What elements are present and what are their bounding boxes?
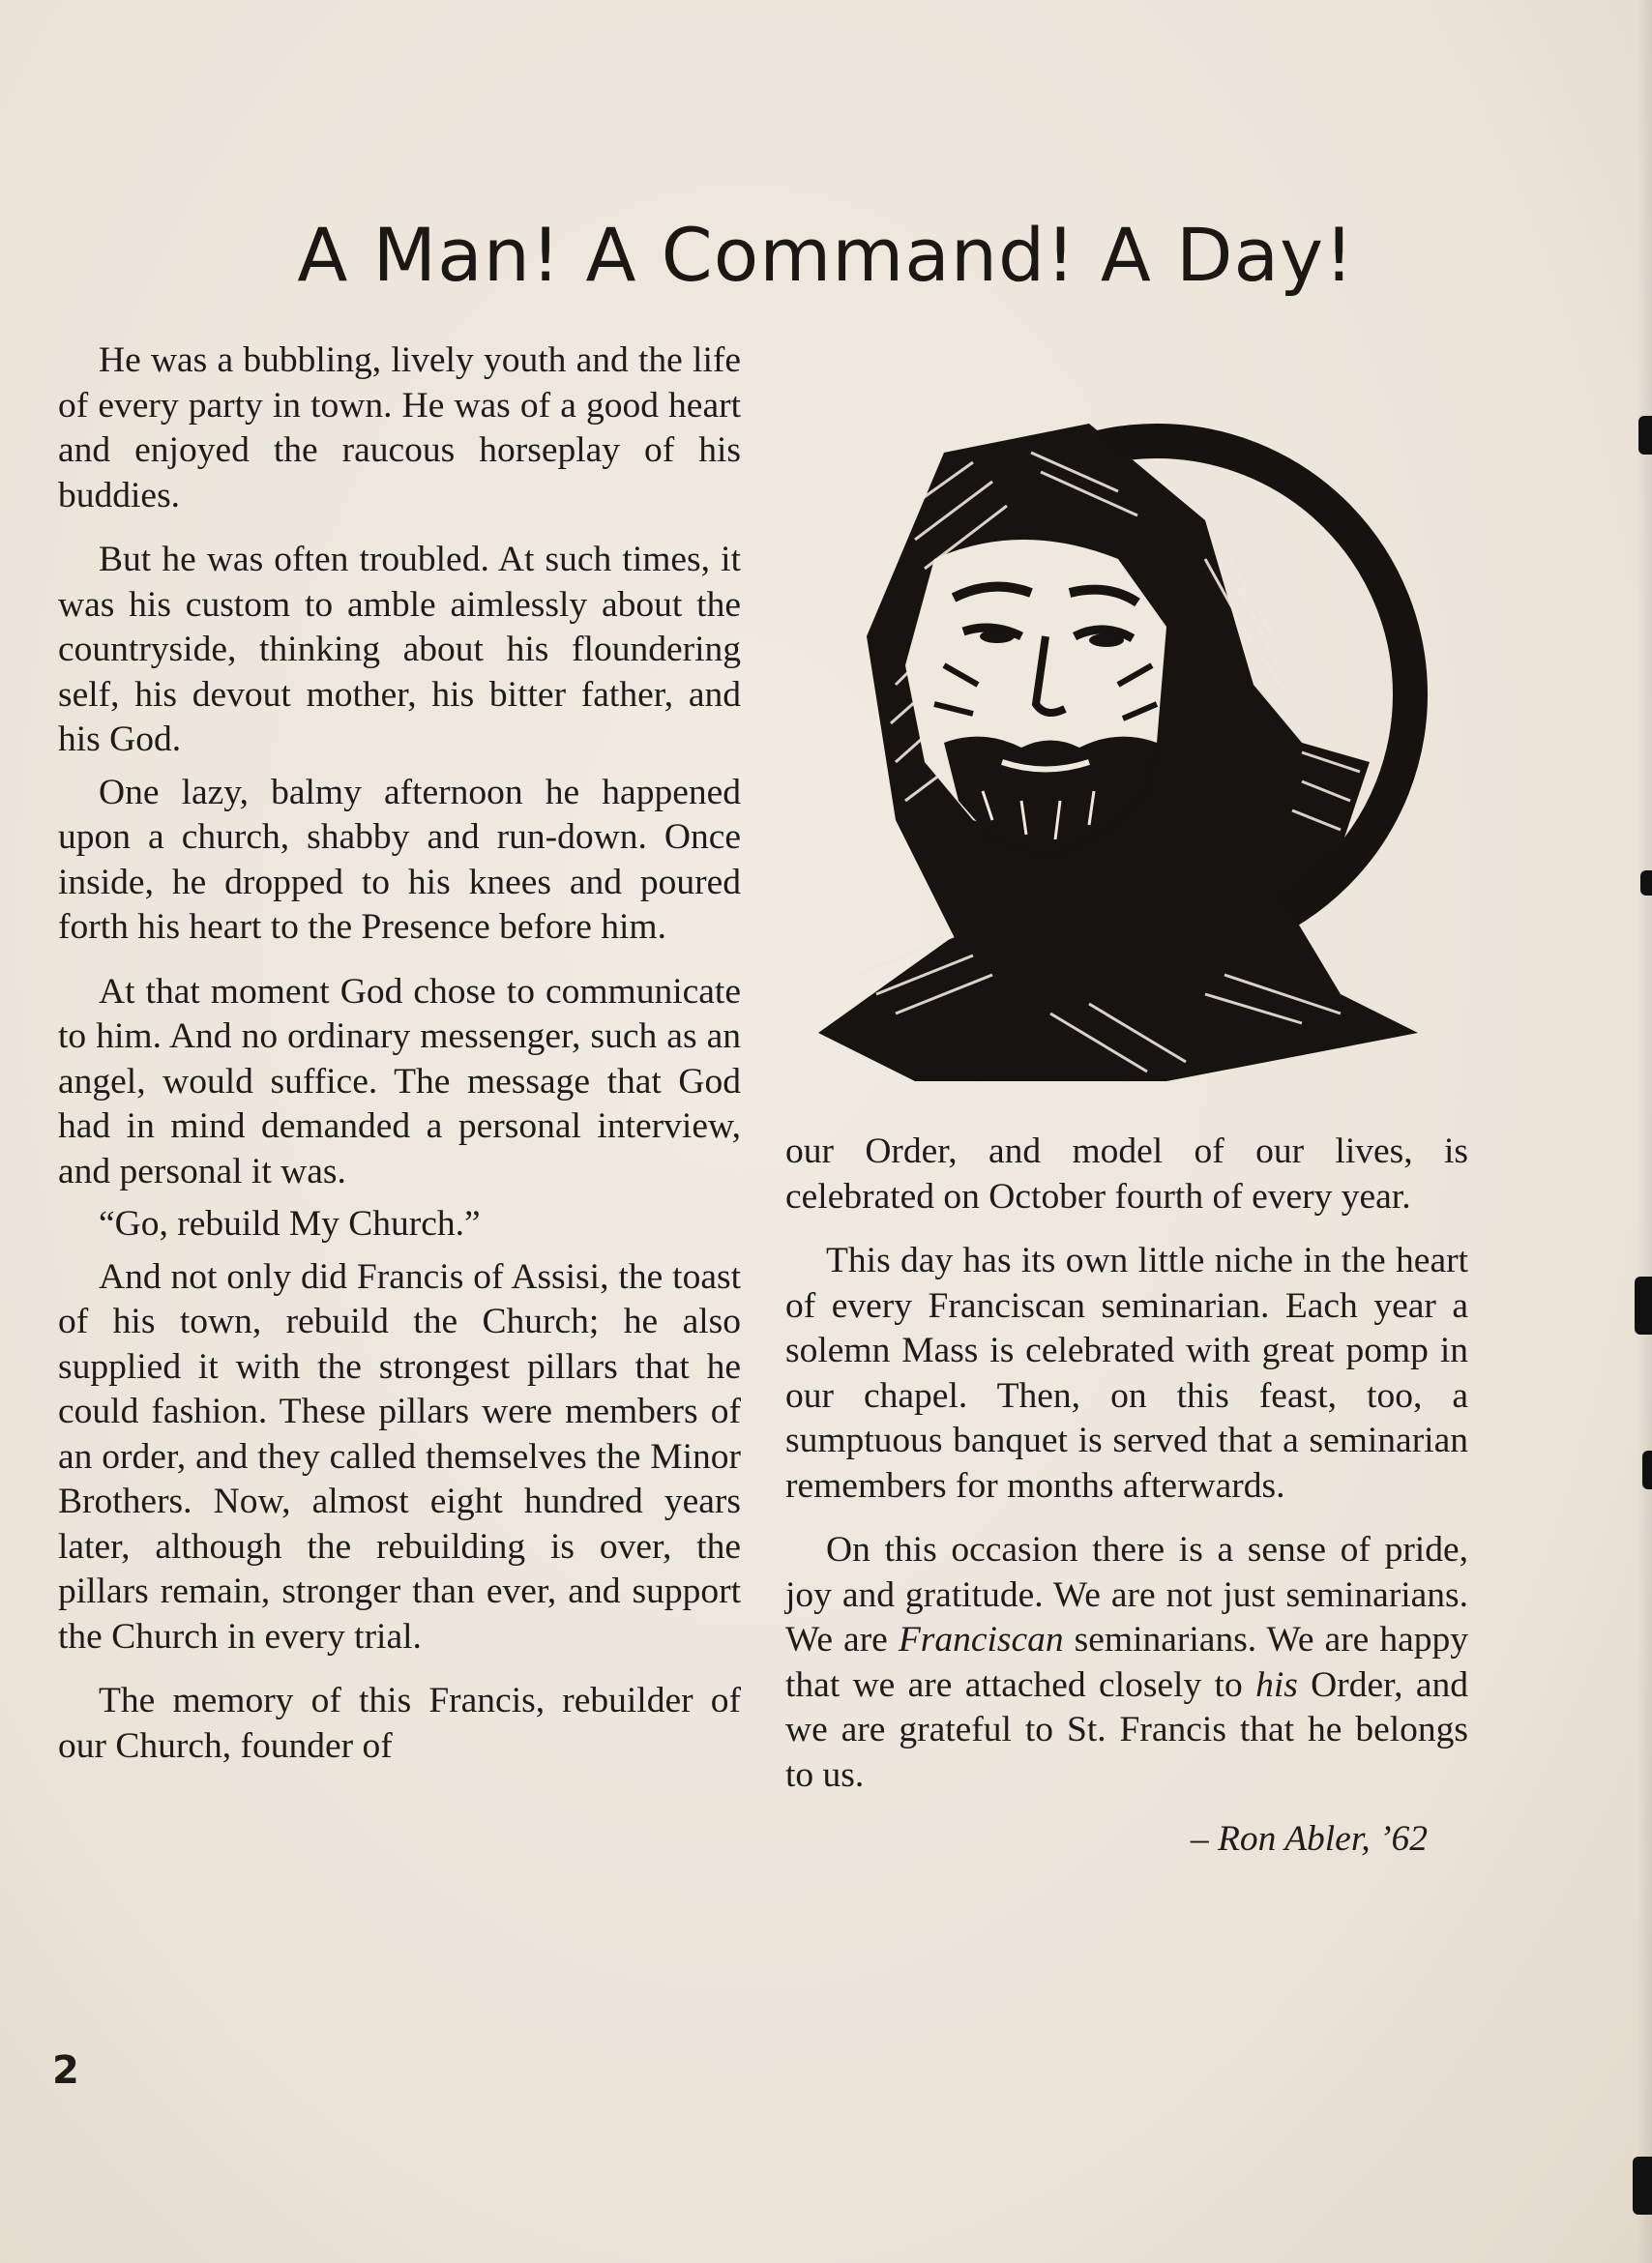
- left-column: [58, 338, 741, 1769]
- right-column: [785, 1130, 1468, 1863]
- page-number: 2: [52, 2048, 79, 2093]
- binding-mark: [1642, 1451, 1652, 1489]
- paragraph: At that moment God chose to communicate to him. And no ordinary messenger, such as an angel, would suffice. The message that God had in mind demanded a personal interview, and personal it was.: [58, 971, 741, 1191]
- paragraph: [785, 1528, 1468, 1798]
- paragraph: One lazy, balmy afternoon he happened upon a church, shabby and run-down. Once inside, he dropped to his knees and poured forth his heart to the Presence before him.: [58, 772, 741, 947]
- quote-paragraph: “Go, rebuild My Church.”: [99, 1204, 481, 1244]
- saint-francis-woodcut-illustration: [799, 395, 1437, 1081]
- binding-mark: [1640, 870, 1652, 896]
- paragraph: He was a bubbling, lively youth and the life of every party in town. He was of a good heart and enjoyed the raucous horseplay of his buddies.: [58, 340, 741, 515]
- paragraph: This day has its own little niche in the heart of every Franciscan seminarian. Each year a solemn Mass is celebrated with great pomp in our chapel. Then, on this feast, too, a sumptuous banquet is served that a seminarian remembers for months afterwards.: [785, 1241, 1468, 1506]
- binding-mark: [1638, 416, 1652, 455]
- paragraph: The memory of this Francis, rebuilder of our Church, founder of: [58, 1681, 741, 1766]
- paragraph-continuation: our Order, and model of our lives, is celebrated on October fourth of every year.: [785, 1132, 1468, 1217]
- paragraph: But he was often troubled. At such times, it was his custom to amble aimlessly about the countryside, thinking about his floundering self, his devout mother, his bitter father, and his God.: [58, 540, 741, 759]
- page-edge-shadow: [1637, 0, 1652, 2263]
- paragraph: And not only did Francis of Assisi, the toast of his town, rebuild the Church; he also supplied it with the strongest pillars that he could fashion. These pillars were members of an order, and they called themselves the Minor Brothers. Now, almost eight hundred years later, although the rebuilding is over, the pillars remain, stronger than ever, and support the Church in every trial.: [58, 1256, 741, 1657]
- text-run: Order, and we are grateful to St. Francis that he belongs to us.: [785, 1664, 1468, 1795]
- emphasis-text: Franciscan: [898, 1620, 1064, 1660]
- author-byline: – Ron Abler, ’62: [1190, 1819, 1428, 1859]
- text-run: On this occasion there is a sense of pride, joy and gratitude. We are not just seminarians. We are: [785, 1530, 1468, 1660]
- text-run: seminarians. We are happy that we are attached closely to: [785, 1620, 1468, 1705]
- binding-mark: [1633, 2157, 1652, 2215]
- emphasis-text: his: [1255, 1664, 1298, 1705]
- article-title: A Man! A Command! A Day!: [297, 211, 1355, 298]
- binding-mark: [1635, 1277, 1652, 1335]
